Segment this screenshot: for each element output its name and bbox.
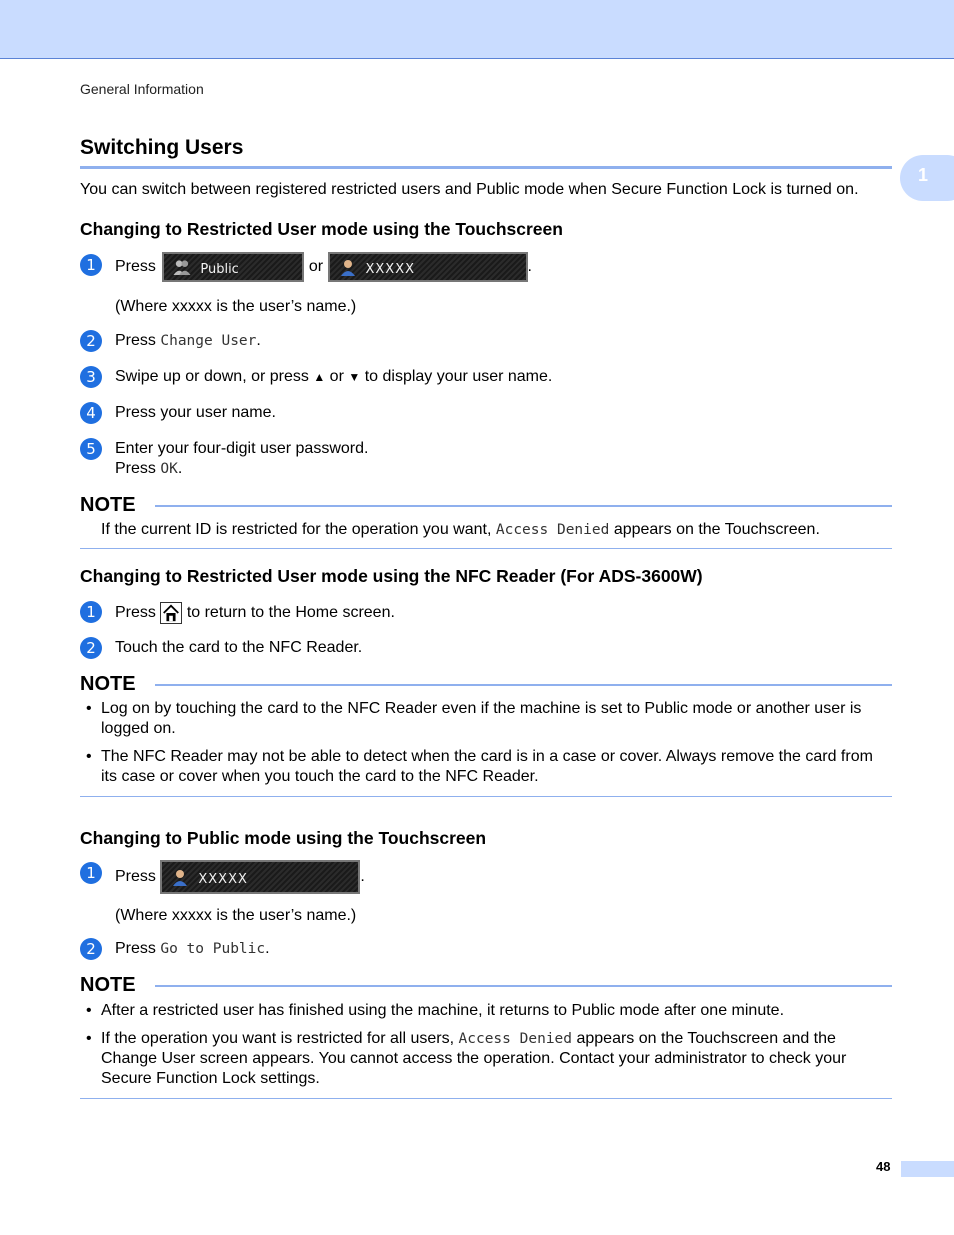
step-text: Press your user name. — [115, 404, 276, 421]
section-title: Switching Users — [80, 136, 244, 159]
page-tab — [901, 1161, 954, 1177]
note-bullet-text: The NFC Reader may not be able to detect when the card is in a case or cover. Always remove the card from its case or cover when you touch the card to the NFC Reader. — [101, 748, 873, 785]
note-rule — [155, 505, 892, 507]
user-button-image — [328, 252, 528, 282]
up-arrow-icon: ▲ — [313, 370, 326, 384]
step-number: 4 — [80, 402, 102, 424]
note-bullet-text: After a restricted user has finished using the machine, it returns to Public mode after one minute. — [101, 1002, 785, 1019]
step-number: 2 — [80, 330, 102, 352]
step-number: 1 — [80, 254, 102, 276]
step-number: 5 — [80, 438, 102, 460]
note-rule — [155, 985, 892, 987]
running-head: General Information — [80, 81, 204, 97]
step-number: 1 — [80, 601, 102, 623]
step-number: 2 — [80, 637, 102, 659]
step-text: Touch the card to the NFC Reader. — [115, 639, 363, 656]
intro-paragraph: You can switch between registered restricted users and Public mode when Secure Function Lock is turned on. — [80, 181, 859, 198]
title-rule — [80, 166, 892, 169]
down-arrow-icon: ▼ — [348, 370, 361, 384]
step-number: 3 — [80, 366, 102, 388]
user-icon — [172, 869, 188, 886]
page-number: 48 — [876, 1159, 891, 1174]
user-button-image — [160, 860, 360, 894]
code-access-denied: Access Denied — [495, 522, 610, 538]
user-icon — [340, 259, 356, 276]
note-bottom-rule — [80, 1098, 892, 1099]
user-button-label: XXXXX — [365, 262, 416, 277]
code-ok: OK — [160, 461, 178, 477]
note-bottom-rule — [80, 796, 892, 797]
subheading-restricted-touchscreen: Changing to Restricted User mode using the Touchscreen — [80, 219, 563, 239]
user-button-label: XXXXX — [198, 872, 248, 887]
note-text: If the current ID is restricted for the operation you want, Access Denied appears on the Touchscreen. — [101, 521, 820, 538]
note-rule — [155, 684, 892, 686]
note-title: NOTE — [80, 974, 136, 996]
chapter-number: 1 — [918, 165, 929, 185]
chapter-tab — [900, 155, 954, 201]
note-bullet-text: Log on by touching the card to the NFC Reader even if the machine is set to Public mode or another user is logged on. — [101, 700, 862, 737]
where-note: (Where xxxxx is the user’s name.) — [115, 907, 357, 924]
public-button-label: Public — [200, 262, 239, 277]
subheading-restricted-nfc: Changing to Restricted User mode using the NFC Reader (For ADS-3600W) — [80, 566, 703, 586]
public-button-image — [162, 252, 304, 282]
note-bottom-rule — [80, 548, 892, 549]
home-icon — [160, 602, 182, 624]
header-band — [0, 0, 954, 59]
step-number: 1 — [80, 862, 102, 884]
where-note: (Where xxxxx is the user’s name.) — [115, 298, 357, 315]
subheading-public-touchscreen: Changing to Public mode using the Touchscreen — [80, 828, 487, 848]
step-text: or — [308, 258, 324, 276]
public-users-icon — [172, 259, 192, 276]
step-number: 2 — [80, 938, 102, 960]
code-change-user: Change User — [160, 333, 257, 349]
code-access-denied: Access Denied — [458, 1031, 573, 1047]
note-title: NOTE — [80, 494, 136, 516]
step-text: Press — [115, 258, 156, 276]
code-go-to-public: Go to Public — [160, 941, 266, 957]
note-bullet-text: If the operation you want is restricted for all users, Access Denied appears on the Touchscreen and the Change User screen appears. You cannot access the operation. Contact your administrator to check your Secure Function Lock settings. — [101, 1030, 847, 1087]
note-title: NOTE — [80, 673, 136, 695]
